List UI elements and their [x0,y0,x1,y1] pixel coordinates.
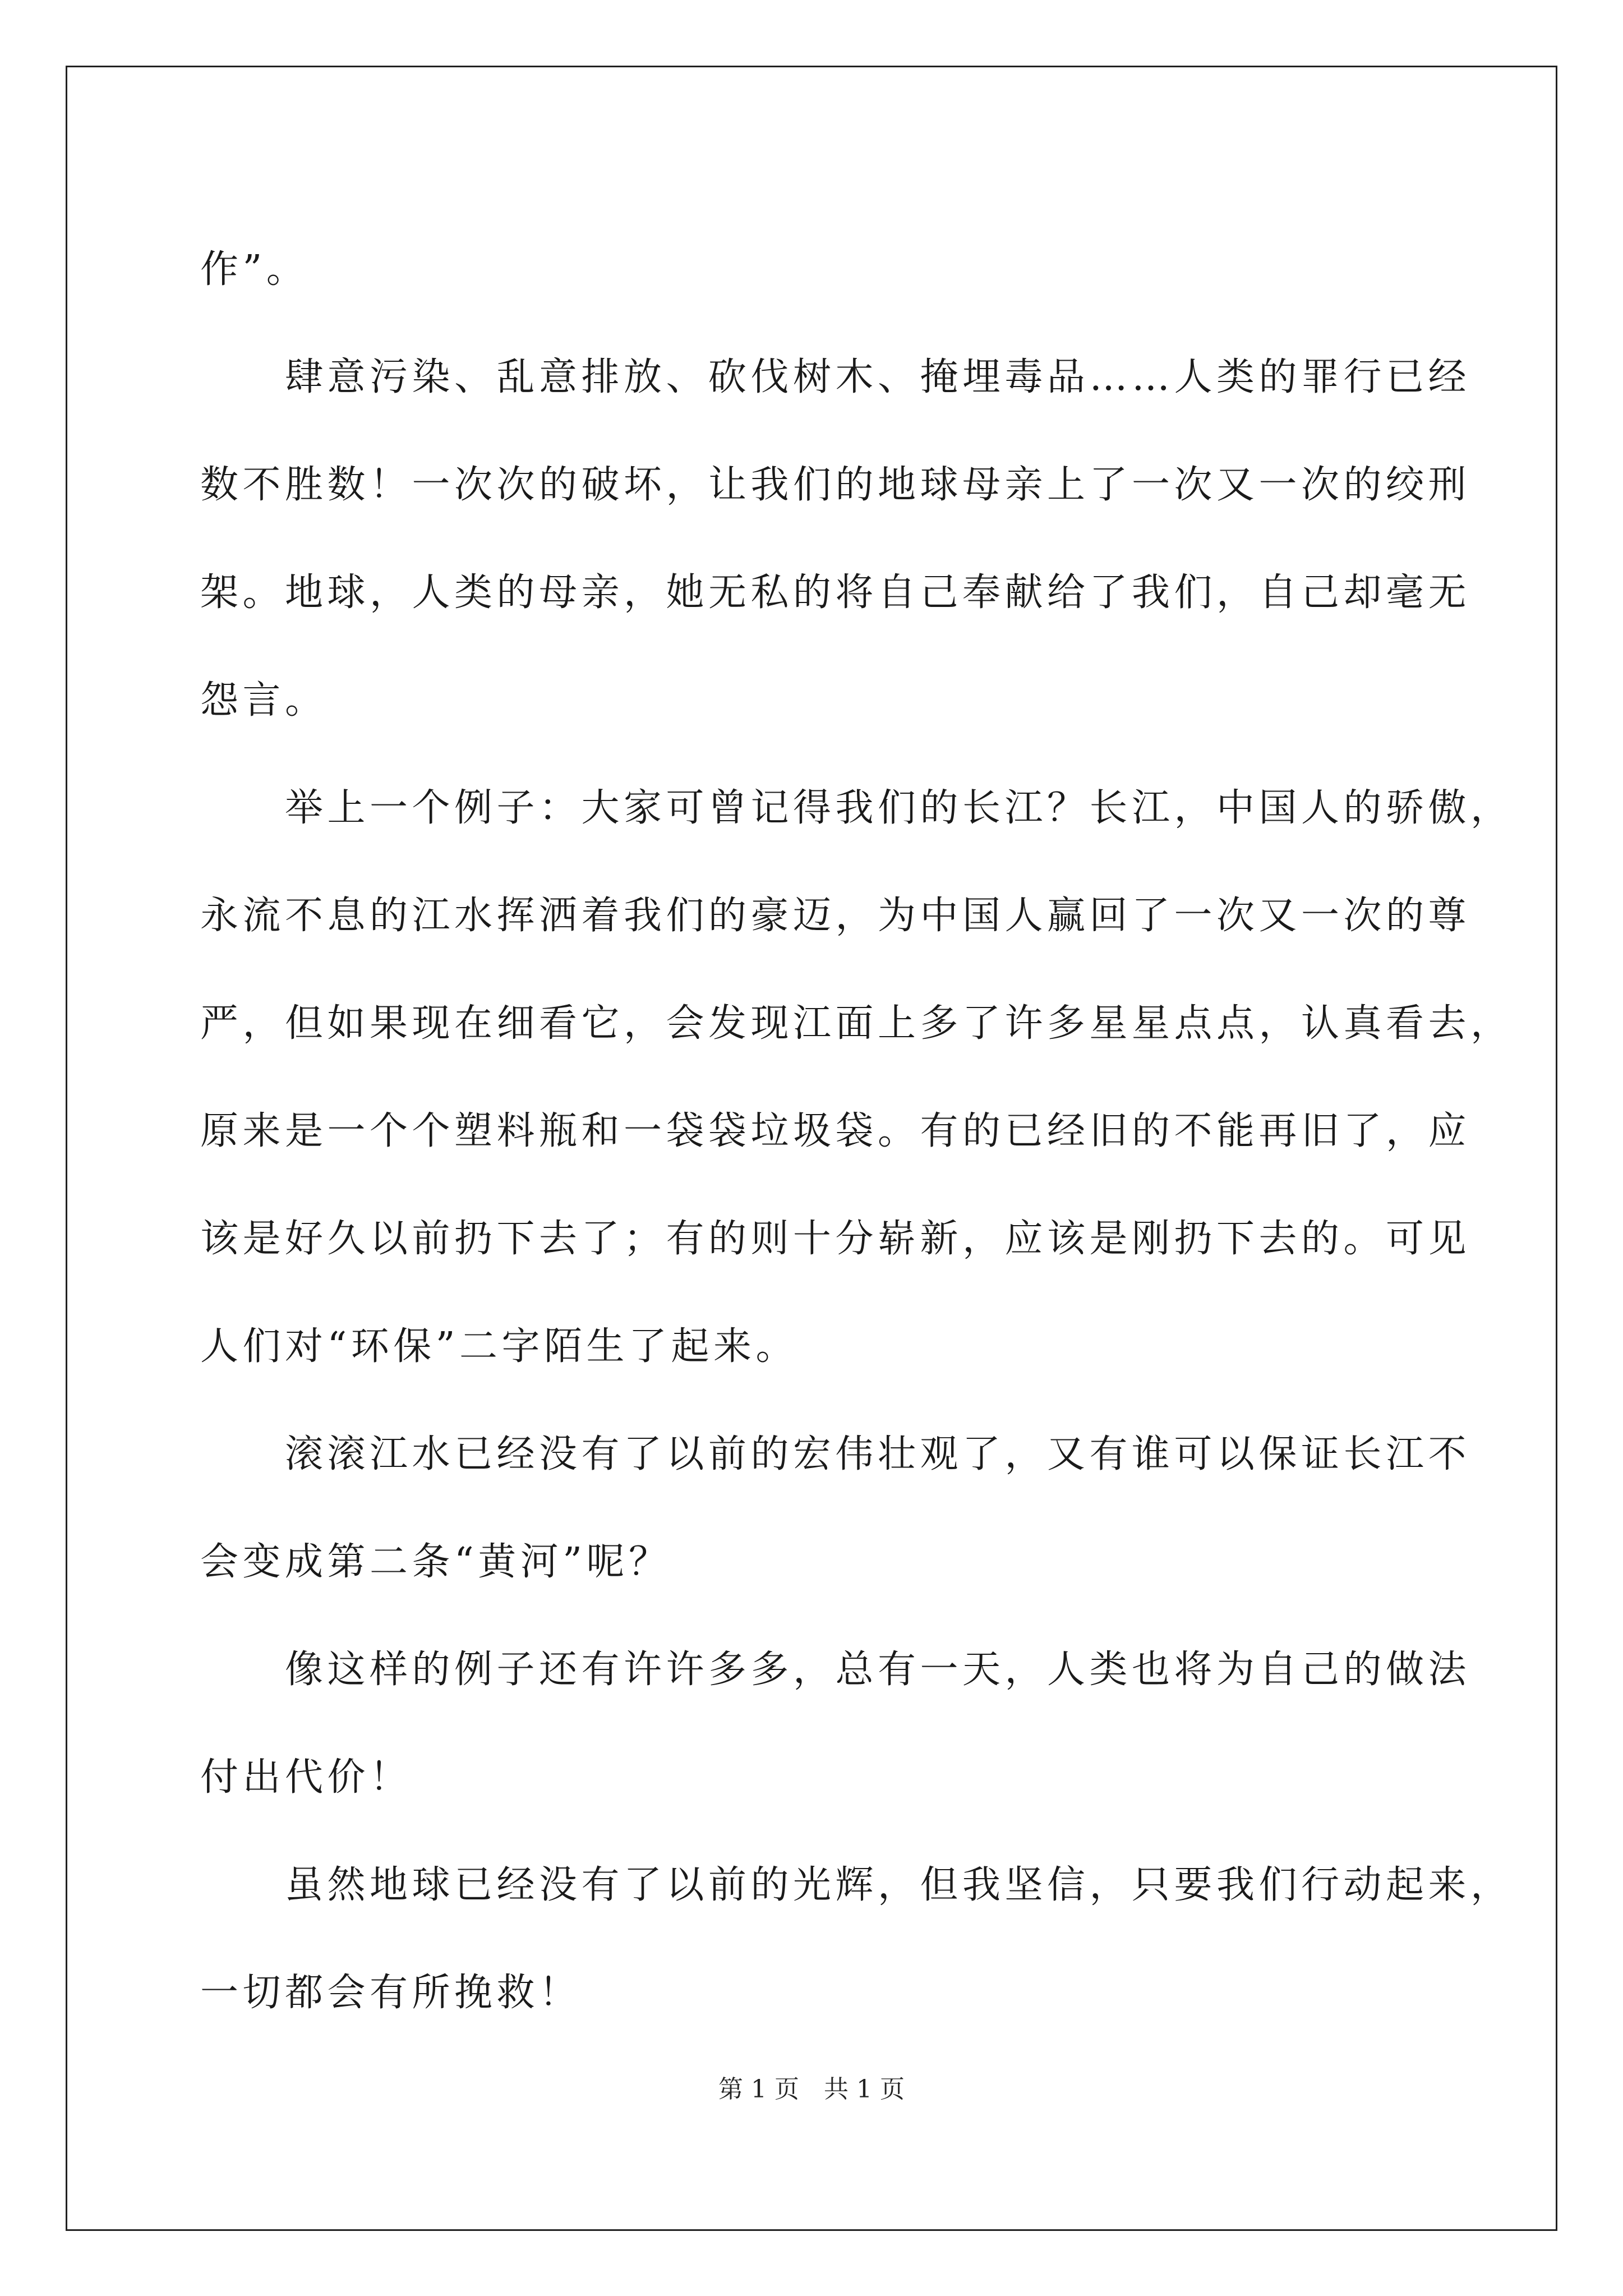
text-line: 严，但如果现在细看它，会发现江面上多了许多星星点点，认真看去， [200,1001,1513,1046]
text-line: 该是好久以前扔下去了；有的则十分崭新，应该是刚扔下去的。可见 [200,1217,1471,1261]
text-line: 肆意污染、乱意排放、砍伐树木、掩埋毒品……人类的罪行已经 [200,355,1471,399]
text-line: 滚滚江水已经没有了以前的宏伟壮观了，又有谁可以保证长江不 [200,1432,1471,1476]
text-line: 像这样的例子还有许许多多，总有一天，人类也将为自己的做法 [200,1648,1471,1692]
text-line: 一切都会有所挽救！ [200,1971,582,2015]
text-line: 架。地球，人类的母亲，她无私的将自己奉献给了我们，自己却毫无 [200,570,1471,615]
text-line: 举上一个例子：大家可曾记得我们的长江？长江，中国人的骄傲， [200,786,1513,830]
page-number-footer: 第 1 页 共 1 页 [718,2075,905,2104]
text-line: 虽然地球已经没有了以前的光辉，但我坚信，只要我们行动起来， [200,1863,1513,1907]
document-body [200,216,1513,2047]
text-line: 原来是一个个塑料瓶和一袋袋垃圾袋。有的已经旧的不能再旧了，应 [200,1109,1471,1153]
text-line: 数不胜数！一次次的破坏，让我们的地球母亲上了一次又一次的绞刑 [200,463,1471,507]
text-line: 付出代价！ [200,1755,412,1800]
text-line: 怨言。 [200,678,328,723]
text-line: 人们对“环保”二字陌生了起来。 [200,1324,799,1369]
text-line: 作”。 [200,247,309,292]
text-line: 永流不息的江水挥洒着我们的豪迈，为中国人赢回了一次又一次的尊 [200,894,1471,938]
text-line: 会变成第二条“黄河”呢？ [200,1540,671,1584]
